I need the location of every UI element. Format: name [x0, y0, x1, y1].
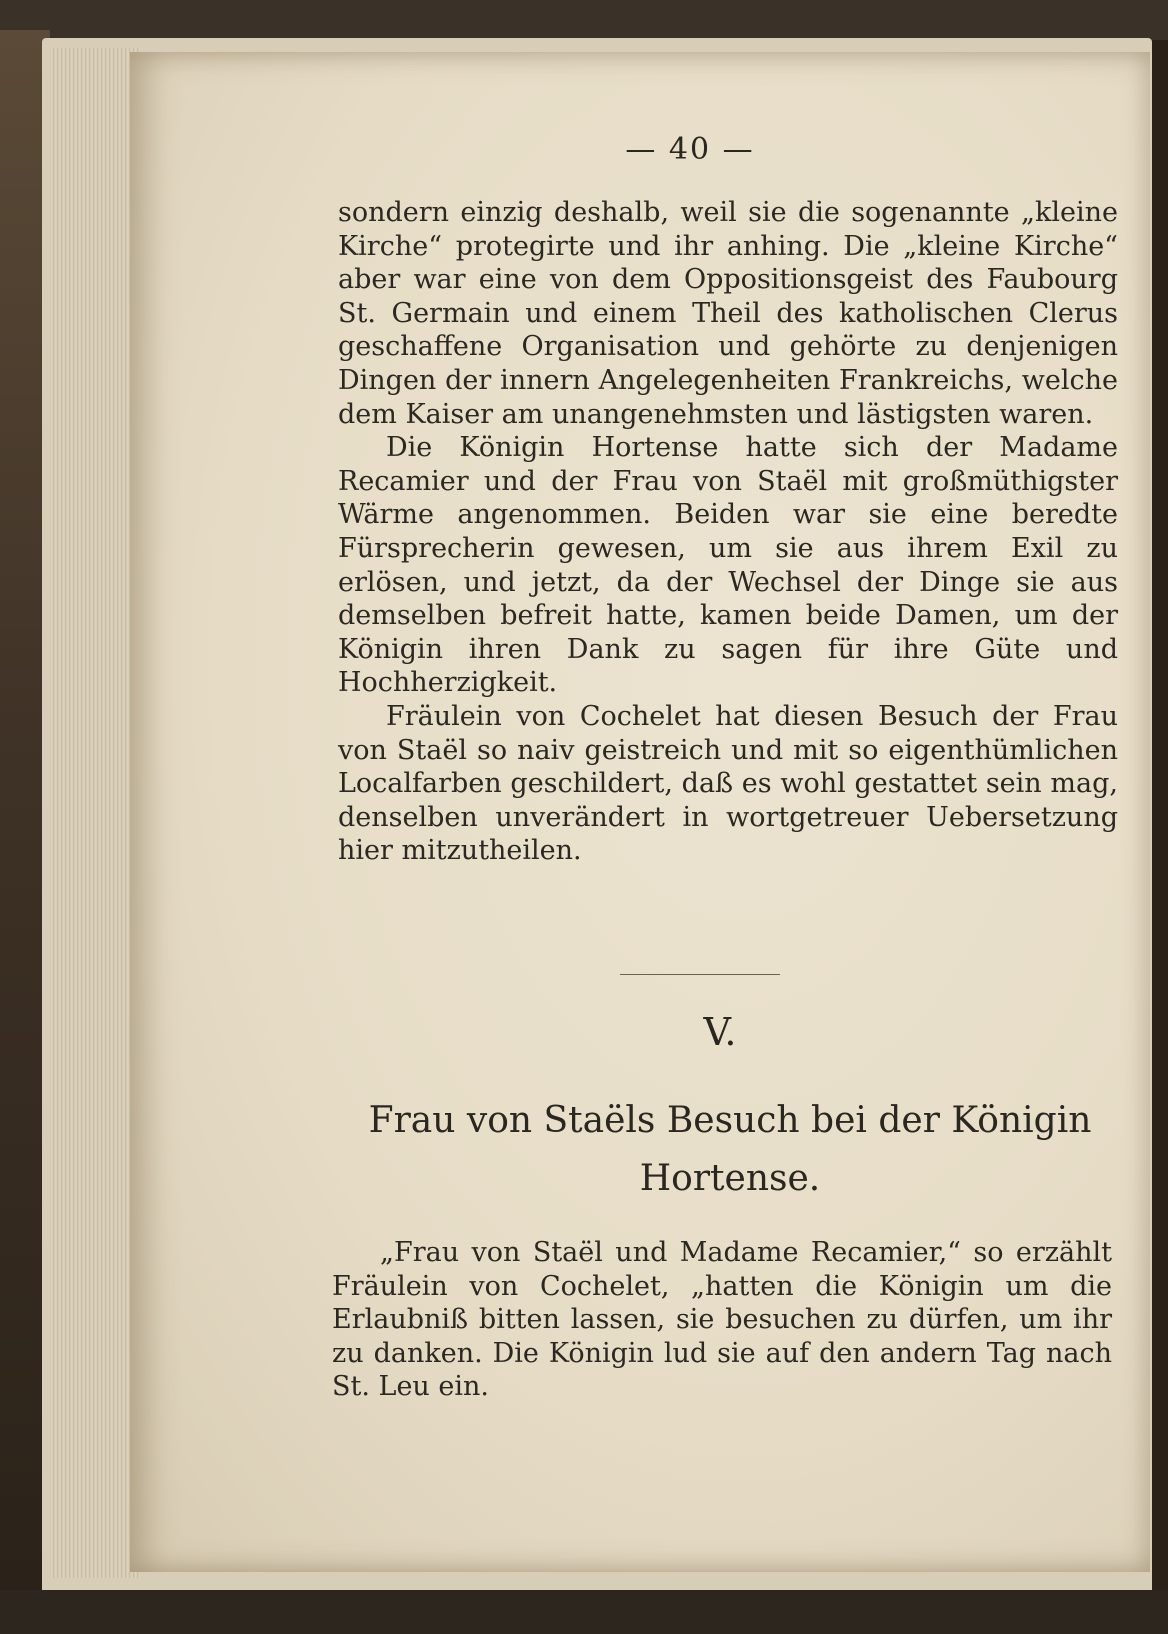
book-bottom-edge: [0, 1590, 1168, 1634]
paragraph: sondern einzig deshalb, weil sie die sogenannte „kleine Kirche“ protegirte und ihr anhing. Die „kleine Kirche“ aber war eine von dem Oppositionsgeist des Faubourg St. Germain und einem Theil des katholischen Clerus geschaffene Organisation und gehörte zu denjenigen Dingen der innern Angelegenheiten Frankreichs, welche dem Kaiser am unangenehmsten und lästigsten waren.: [338, 197, 1118, 430]
paragraph: „Frau von Staël und Madame Recamier,“ so erzählt Fräulein von Cochelet, „hatten die Königin um die Erlaubniß bitten lassen, sie besuchen zu dürfen, um ihr zu danken. Die Königin lud sie auf den andern Tag nach St. Leu ein.: [332, 1237, 1112, 1403]
chapter-number: V.: [703, 1010, 737, 1054]
paragraph: Die Königin Hortense hatte sich der Madame Recamier und der Frau von Staël mit großmüthigster Wärme angenommen. Beiden war sie eine beredte Fürsprecherin gewesen, um sie aus ihrem Exil zu erlösen, und jetzt, da der Wechsel der Dinge sie aus demselben befreit hatte, kamen beide Damen, um der Königin ihren Dank zu sagen für ihre Güte und Hochherzigkeit.: [338, 432, 1118, 699]
chapter-title: Frau von Staëls Besuch bei der Königin Hortense.: [368, 1100, 1092, 1199]
text-after-chapter: [332, 1236, 1112, 1404]
section-divider: [620, 974, 780, 975]
page-number: — 40 —: [625, 132, 755, 167]
page-edges: [50, 48, 140, 1578]
paragraph: Fräulein von Cochelet hat diesen Besuch der Frau von Staël so naiv geistreich und mit so eigenthümlichen Localfarben geschildert, daß es wohl gestattet sein mag, denselben unverändert in wortgetreuer Uebersetzung hier mitzutheilen.: [338, 700, 1118, 867]
text-before-chapter: [338, 196, 1118, 868]
book-cover-top: [0, 0, 1168, 40]
